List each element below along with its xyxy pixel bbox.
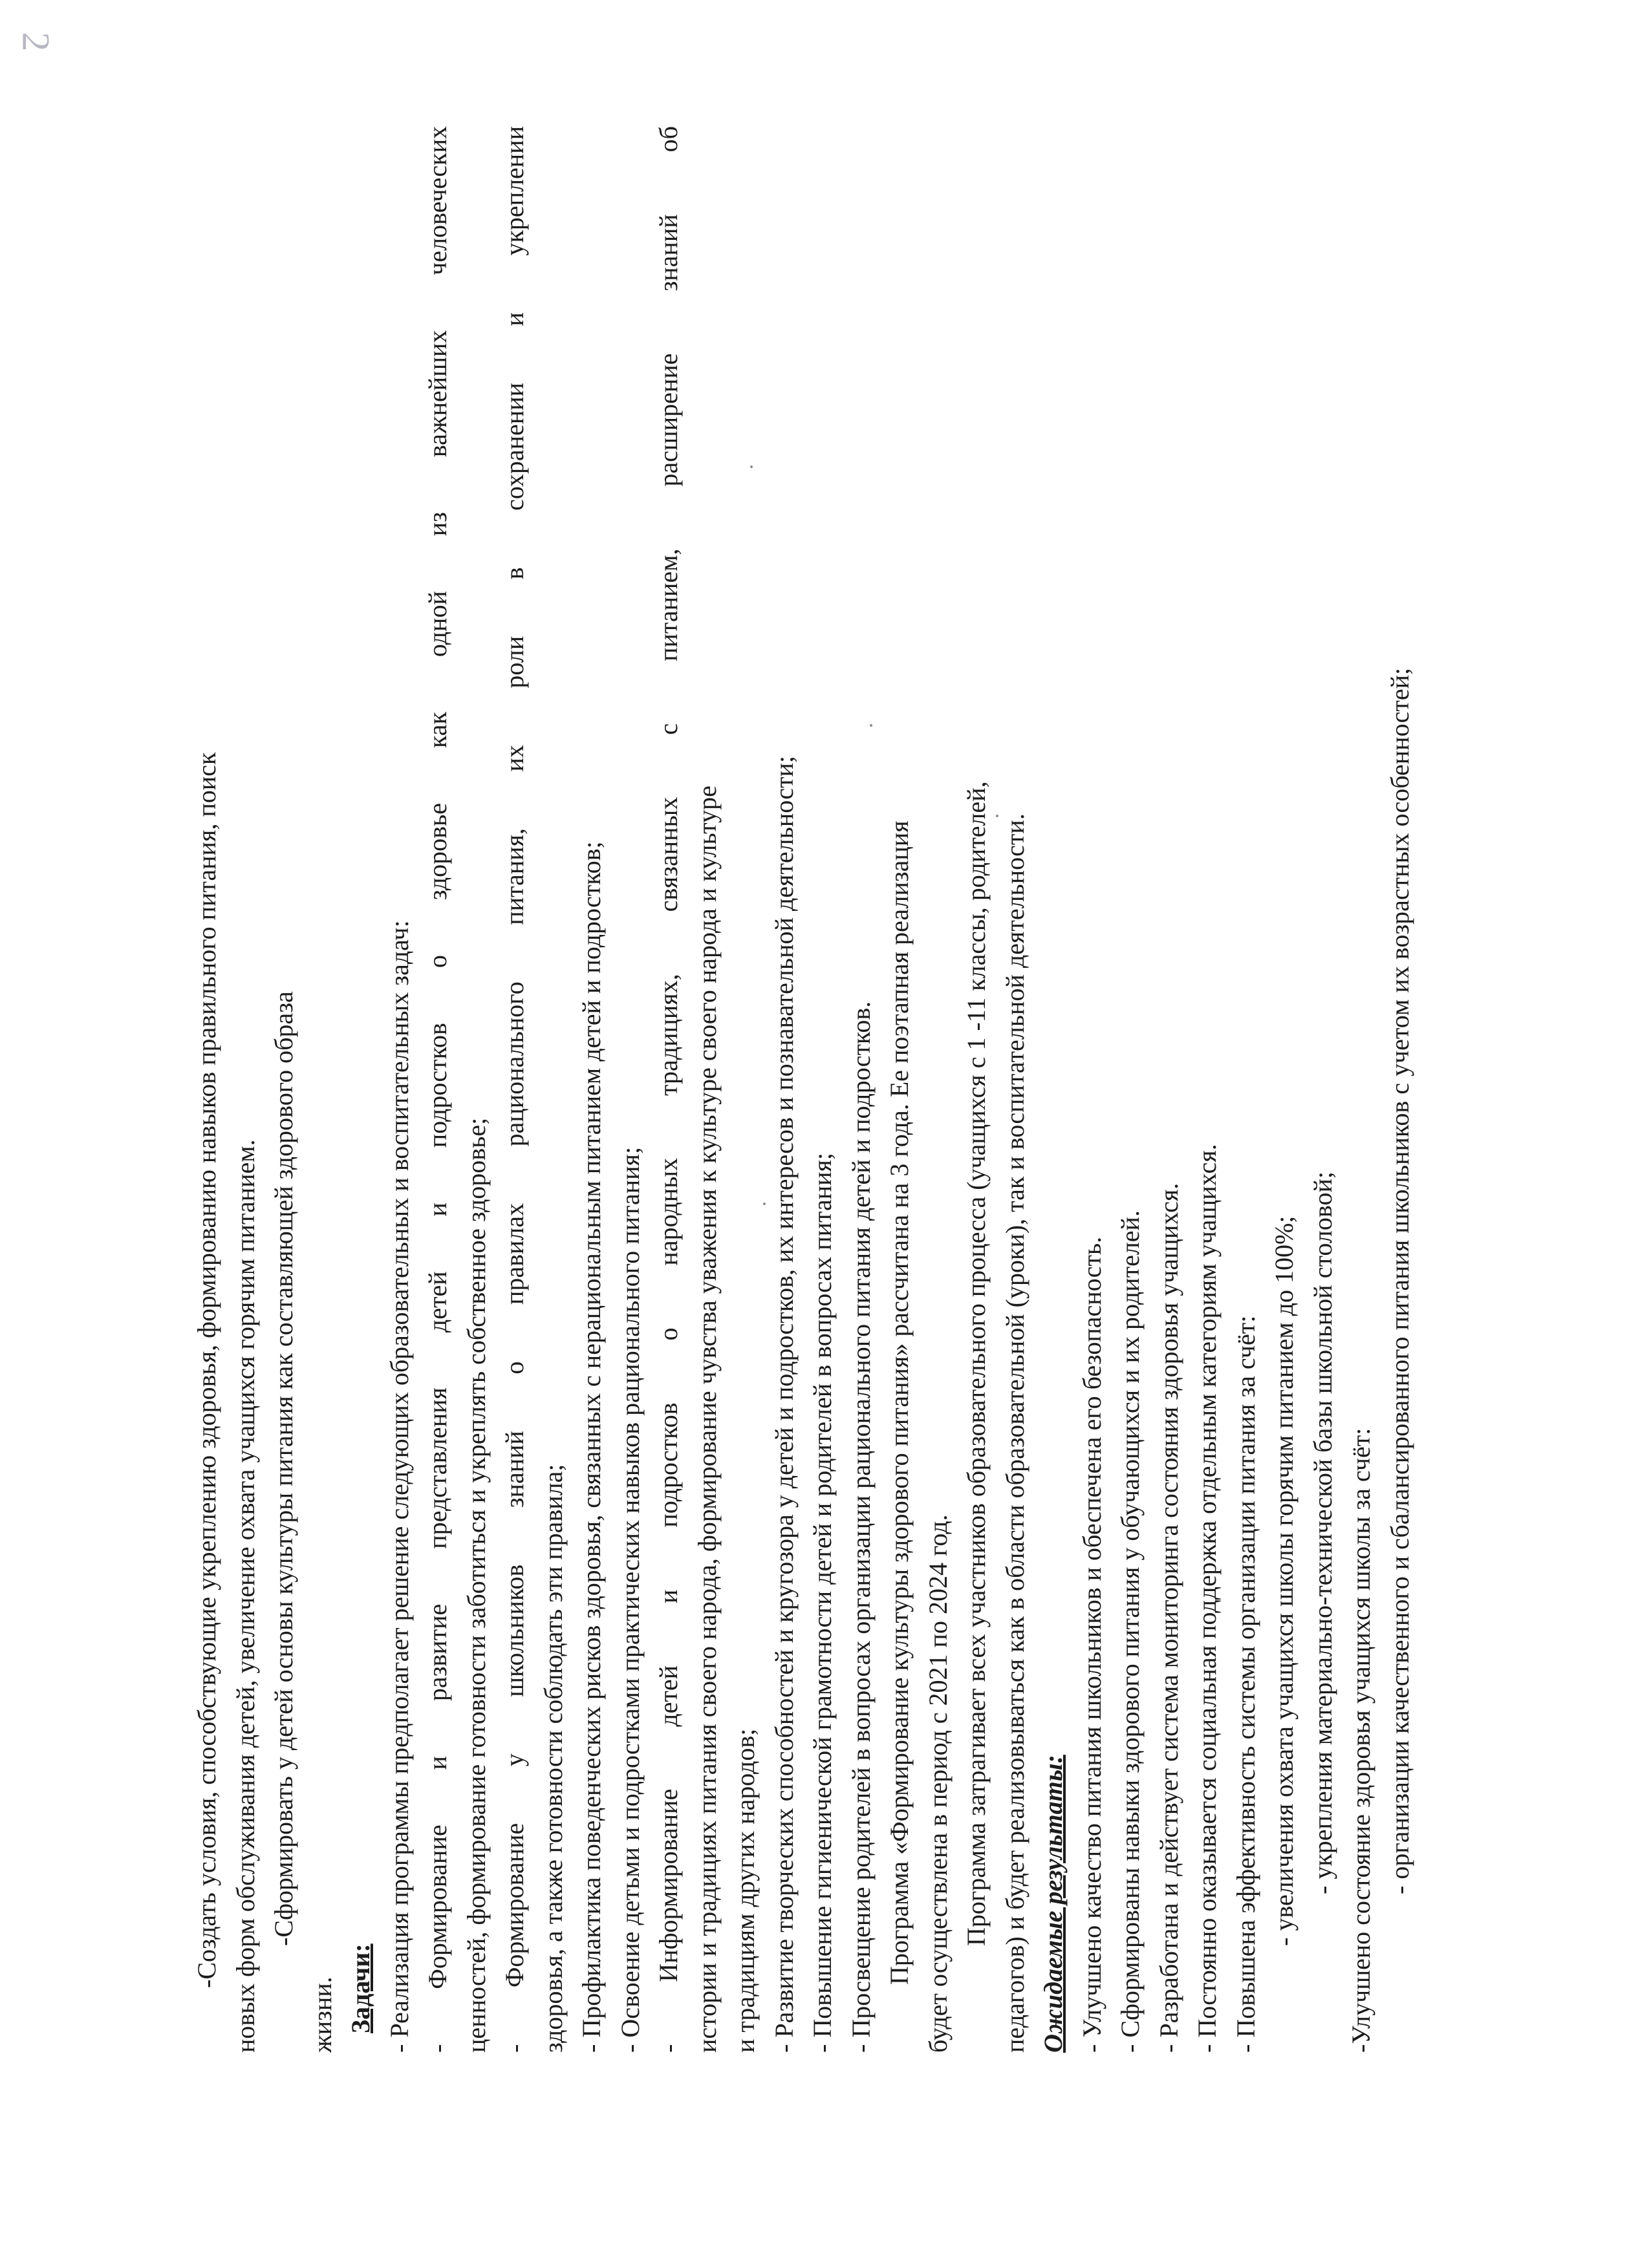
task-item: истории и традициях питания своего народа, формирование чувства уважения к культуре своего народа и культуре [692,786,722,2053]
tasks-heading: Задачи: [346,1943,375,2033]
task-item: - Формирование и развитие представления детей и подростков о здоровье как одной из важнейших человеческих [423,126,452,2053]
result-subitem: - организации качественного и сбалансированного питания школьников с учетом их возрастных особенностей; [1385,667,1414,1894]
goal-line: жизни. [307,1976,337,2053]
scope-paragraph: Программа затрагивает всех участников образовательного процесса (учащихся с 1 -11 классы, родителей, [962,781,991,1946]
task-item: ценностей, формирование готовности заботиться и укреплять собственное здоровье; [461,1117,491,2053]
result-subitem: - укрепления материально-технической базы школьной столовой; [1308,1171,1337,1894]
result-item: -Улучшено состояние здоровья учащихся школы за счёт: [1346,1428,1375,2053]
result-item: - Разработана и действует система мониторинга состояния здоровья учащихся. [1154,1182,1183,2053]
task-item: - Просвещение родителей в вопросах организации рационального питания детей и подростков. [846,1001,876,2053]
result-item: - Сформированы навыки здорового питания у обучающихся и их родителей. [1116,1210,1145,2053]
task-item: - Профилактика поведенческих рисков здоровья, связанных с нерациональным питанием детей и подростков; [577,841,606,2053]
goal-line: -Создать условия, способствующие укреплению здоровья, формированию навыков правильного питания, поиск [192,752,221,1988]
page-number-mark: 2 [14,32,58,52]
task-item: - Освоение детьми и подростками практических навыков рационального питания; [615,1146,645,2053]
rotated-document-body [188,126,1610,2066]
program-paragraph: Программа «Формирование культуры здорового питания» рассчитана на 3 года. Ее поэтапная реализация [885,820,914,1985]
scope-paragraph: педагогов) и будет реализовываться как в области образовательной (уроки), так и воспитательной деятельности. [1000,813,1029,2053]
task-item: здоровья, а также готовности соблюдать эти правила; [538,1464,568,2053]
result-item: - Повышена эффективность системы организации питания за счёт: [1231,1315,1260,2053]
result-subitem: - увеличения охвата учащихся школы горячим питанием до 100%; [1269,1215,1299,1946]
task-item: - Формирование у школьников знаний о правилах рационального питания, их роли в сохранении и укреплении [500,126,529,2053]
result-item: - Постоянно оказывается социальная поддержка отдельным категориям учащихся. [1192,1144,1222,2053]
program-paragraph: будет осуществлена в период с 2021 по 2024 год. [923,1514,953,2053]
task-item: - Информирование детей и подростков о народных традициях, связанных с питанием, расширение знаний об [654,126,683,2053]
task-item: - Развитие творческих способностей и кругозора у детей и подростков, их интересов и познавательной деятельности; [769,755,799,2053]
goal-line: новых форм обслуживания детей, увеличение охвата учащихся горячим питанием. [230,1139,260,2053]
task-item: - Реализация программы предполагает решение следующих образовательных и воспитательных задач: [384,920,414,2053]
goal-line: -Сформировать у детей основы культуры питания как составляющей здорового образа [269,991,298,1946]
result-item: - Улучшено качество питания школьников и обеспечена его безопасность. [1077,1236,1106,2053]
results-heading: Ожидаемые результаты: [1039,1755,1068,2053]
document-text [188,126,1610,2066]
task-item: и традициям других народов; [731,1728,760,2053]
task-item: - Повышение гигиенической грамотности детей и родителей в вопросах питания; [808,1152,837,2053]
